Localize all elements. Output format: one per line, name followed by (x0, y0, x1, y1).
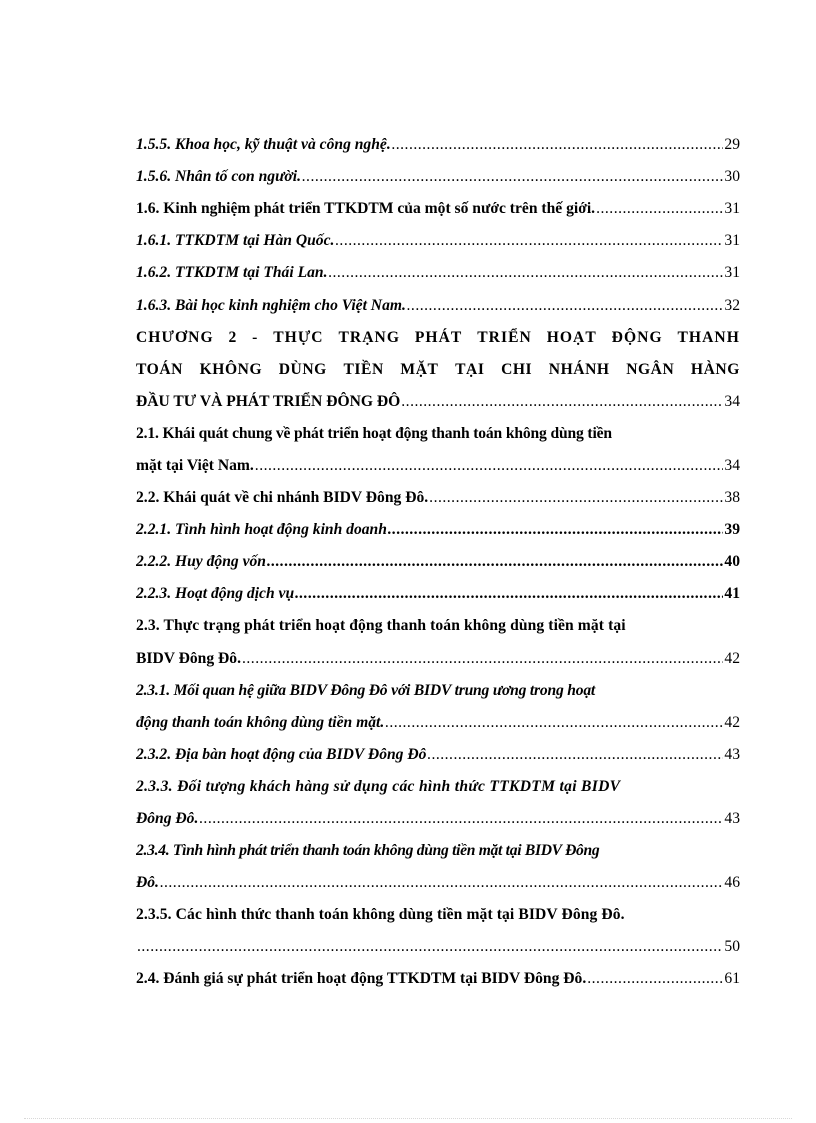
toc-page-number: 31 (724, 200, 740, 218)
toc-entry-title-cont: động thanh toán không dùng tiền mặt. (136, 713, 385, 731)
toc-page-number: 43 (724, 745, 740, 763)
toc-entry-title: 1.6.2. TTKDTM tại Thái Lan. (136, 264, 328, 282)
toc-entry-title: 2.2.2. Huy động vốn (136, 553, 266, 571)
toc-entry-2-3-line2 (136, 643, 740, 675)
toc-page-number: 41 (724, 585, 740, 603)
dot-leader (407, 297, 724, 315)
toc-entry-title-cont: mặt tại Việt Nam. (136, 456, 254, 474)
toc-entry-title: 2.2. Khái quát về chi nhánh BIDV Đông Đô. (136, 489, 429, 507)
toc-page-number: 34 (724, 392, 740, 410)
dot-leader (587, 970, 723, 988)
dot-leader (302, 168, 723, 186)
toc-page-number: 34 (724, 456, 740, 474)
toc-entry-title (136, 329, 740, 347)
toc-page-number: 31 (724, 264, 740, 282)
toc-entry-2-2[interactable] (136, 482, 740, 514)
toc-entry-chapter-2-line3 (136, 386, 740, 418)
toc-entry-title-cont: Đông Đô. (136, 810, 199, 828)
dot-leader (392, 136, 724, 154)
toc-entry-title: 2.3. Thực trạng phát triển hoạt động thanh toán không dùng tiền mặt tại (136, 617, 626, 635)
toc-entry-1-6[interactable] (136, 193, 740, 225)
heading-word: CHI (501, 360, 533, 378)
heading-word: TRIỂN (477, 328, 532, 346)
heading-word: - (252, 328, 259, 346)
heading-word: DÙNG (278, 360, 327, 378)
toc-entry-2-3-4-line2 (136, 867, 740, 899)
toc-entry-2-3-line1[interactable] (136, 610, 740, 642)
toc-entry-title: 1.6. Kinh nghiệm phát triển TTKDTM của một số nước trên thế giới. (136, 200, 596, 218)
toc-entry-title: 2.3.3. Đối tượng khách hàng sử dụng các hình thức TTKDTM tại BIDV (136, 777, 621, 795)
toc-entry-2-3-4-line1[interactable] (136, 835, 740, 867)
toc-page-number: 42 (724, 713, 740, 731)
toc-page-number: 50 (724, 938, 740, 956)
heading-word: PHÁT (414, 328, 463, 346)
toc-entry-title: 2.3.1. Mối quan hệ giữa BIDV Đông Đô với BIDV trung ương trong hoạt (136, 681, 596, 699)
toc-entry-title: 1.5.6. Nhân tố con người. (136, 168, 302, 186)
toc-entry-title: 2.3.2. Địa bàn hoạt động của BIDV Đông Đô (136, 745, 427, 763)
heading-word: MẶT (400, 360, 439, 378)
toc-entry-2-2-3[interactable] (136, 578, 740, 610)
toc-page-number: 30 (724, 168, 740, 186)
toc-entry-2-4[interactable] (136, 963, 740, 995)
heading-word: THANH (677, 328, 740, 346)
toc-entry-1-5-6[interactable] (136, 161, 740, 193)
dot-leader (385, 714, 723, 732)
toc-entry-title: 2.1. Khái quát chung về phát triển hoạt động thanh toán không dùng tiền (136, 424, 612, 442)
heading-word: THỰC (273, 328, 324, 346)
heading-word: TẠI (455, 360, 485, 378)
dot-leader (596, 200, 723, 218)
toc-entry-2-3-5-line2 (136, 931, 740, 963)
dot-leader (335, 232, 723, 250)
toc-page-number: 39 (724, 521, 740, 539)
dot-leader (137, 938, 723, 956)
toc-entry-title: 2.2.3. Hoạt động dịch vụ (136, 585, 295, 603)
toc-entry-chapter-2-line2 (136, 354, 740, 386)
toc-entry-2-2-2[interactable] (136, 546, 740, 578)
toc-entry-title: 1.5.5. Khoa học, kỹ thuật và công nghệ. (136, 136, 391, 154)
toc-page-number: 42 (724, 649, 740, 667)
toc-entry-title-cont (136, 361, 740, 379)
toc-entry-1-5-5[interactable] (136, 129, 740, 161)
toc-entry-chapter-2-line1[interactable] (136, 322, 740, 354)
toc-page-number: 38 (724, 489, 740, 507)
toc-page-number: 40 (724, 553, 740, 571)
toc-entry-title: 1.6.3. Bài học kinh nghiệm cho Việt Nam. (136, 296, 406, 314)
heading-word: CHƯƠNG (136, 328, 214, 346)
toc-entry-title: 1.6.1. TTKDTM tại Hàn Quốc. (136, 232, 335, 250)
heading-word: KHÔNG (199, 360, 263, 378)
dot-leader (267, 553, 723, 571)
dot-leader (160, 874, 723, 892)
heading-word: ĐỘNG (611, 328, 663, 346)
toc-entry-2-3-5-line1[interactable] (136, 899, 740, 931)
heading-word: TRẠNG (338, 328, 401, 346)
heading-word: HÀNG (690, 360, 740, 378)
dot-leader (255, 457, 724, 475)
table-of-contents (136, 129, 740, 996)
toc-entry-1-6-1[interactable] (136, 225, 740, 257)
page-bottom-divider (24, 1118, 792, 1119)
toc-entry-2-1-line1[interactable] (136, 418, 740, 450)
toc-page-number: 31 (724, 232, 740, 250)
toc-entry-2-3-2[interactable] (136, 739, 740, 771)
heading-word: 2 (228, 328, 238, 346)
toc-entry-title: 2.4. Đánh giá sự phát triển hoạt động TTKDTM tại BIDV Đông Đô. (136, 970, 587, 988)
heading-word: NGÂN (626, 360, 675, 378)
toc-entry-title: 2.3.4. Tình hình phát triển thanh toán không dùng tiền mặt tại BIDV Đông (136, 842, 600, 860)
toc-entry-2-3-3-line2 (136, 803, 740, 835)
dot-leader (242, 650, 723, 668)
toc-page-number: 29 (724, 136, 740, 154)
toc-page-number: 46 (724, 874, 740, 892)
toc-page-number: 43 (724, 810, 740, 828)
toc-page-number: 61 (724, 970, 740, 988)
toc-entry-2-3-1-line2 (136, 707, 740, 739)
dot-leader (429, 489, 723, 507)
toc-entry-title: 2.3.5. Các hình thức thanh toán không dùng tiền mặt tại BIDV Đông Đô. (136, 906, 625, 924)
heading-word: TOÁN (136, 360, 183, 378)
toc-entry-title-cont: ĐẦU TƯ VÀ PHÁT TRIỂN ĐÔNG ĐÔ (136, 392, 401, 410)
heading-word: NHÁNH (548, 360, 610, 378)
toc-entry-title-cont: Đô. (136, 874, 159, 892)
dot-leader (295, 585, 723, 603)
toc-entry-2-2-1[interactable] (136, 514, 740, 546)
heading-word: HOẠT (546, 328, 597, 346)
toc-page-number: 32 (724, 296, 740, 314)
toc-entry-title-cont: BIDV Đông Đô. (136, 649, 241, 667)
toc-entry-2-3-1-line1[interactable] (136, 675, 740, 707)
dot-leader (199, 810, 723, 828)
toc-entry-2-1-line2 (136, 450, 740, 482)
dot-leader (328, 264, 723, 282)
dot-leader (388, 521, 724, 539)
toc-entry-2-3-3-line1[interactable] (136, 771, 740, 803)
toc-entry-1-6-2[interactable] (136, 257, 740, 289)
dot-leader (401, 393, 723, 411)
toc-entry-title: 2.2.1. Tình hình hoạt động kinh doanh (136, 521, 387, 539)
dot-leader (427, 746, 723, 764)
toc-entry-1-6-3[interactable] (136, 289, 740, 321)
heading-word: TIỀN (343, 360, 384, 378)
